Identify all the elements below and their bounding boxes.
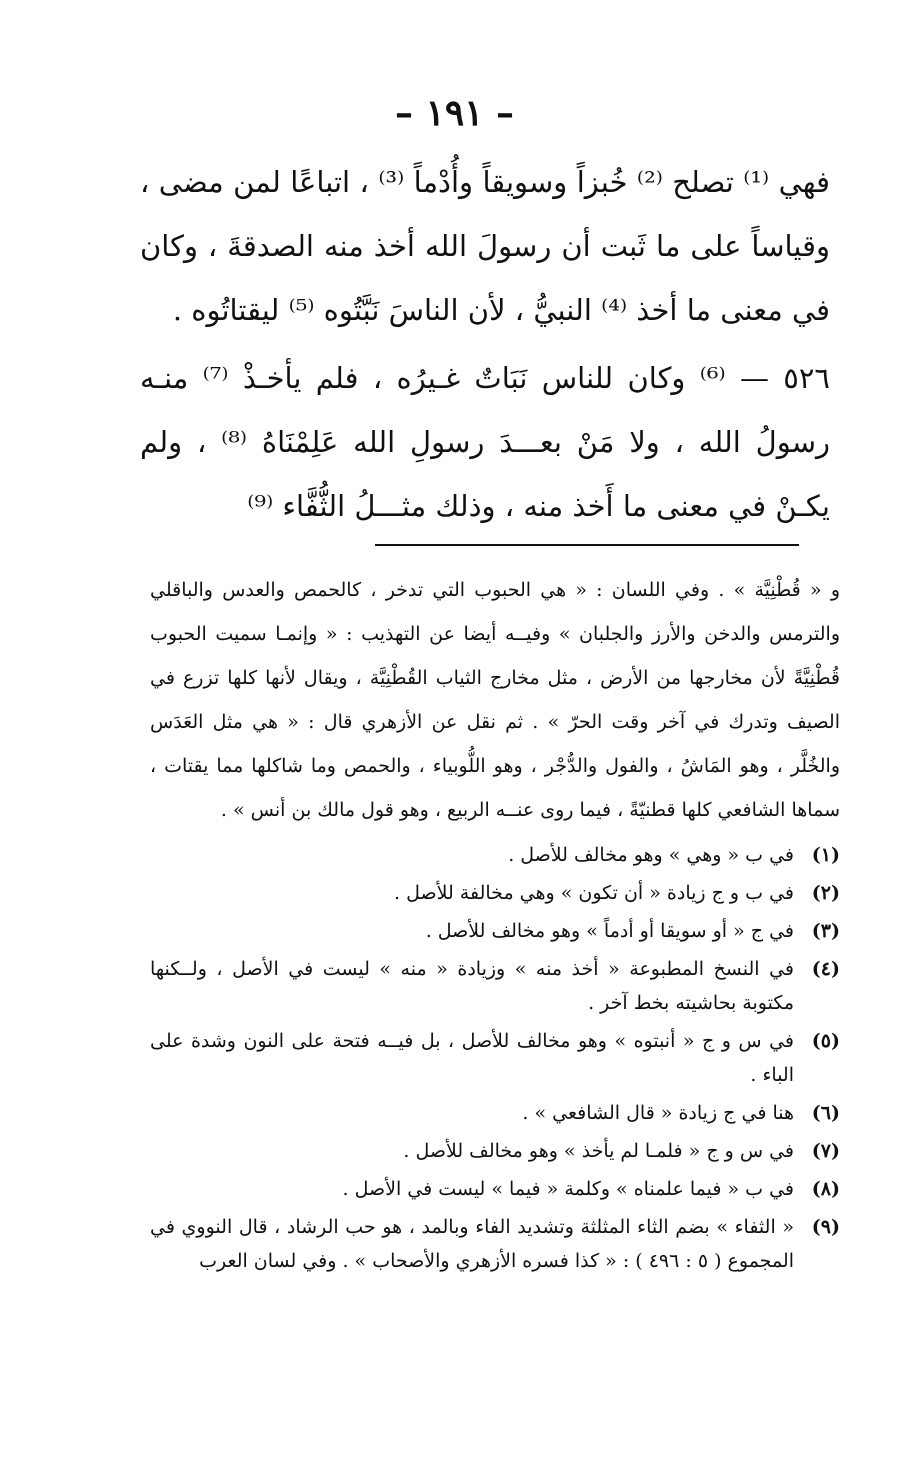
footnote-item xyxy=(150,914,840,948)
footnote-item xyxy=(150,876,840,910)
main-paragraph: ٥٢٦ — ⁽⁶⁾ وكان للناس نَبَاتٌ غـيرُه ، فلم يأخـذْ ⁽⁷⁾ منـه رسولُ الله ، ولا مَنْ بعـــدَ رسولِ الله عَلِمْنَاهُ ⁽⁸⁾ ، ولم يكـنْ في معنى ما أَخذ منه ، وذلك مثـــلُ الثُّفَّاء ⁽⁹⁾ xyxy=(140,361,831,523)
main-paragraph: فهي ⁽¹⁾ تصلح ⁽²⁾ خُبزاً وسويقاً وأُدْماً ⁽³⁾ ، اتباعًا لمن مضى ، وقياساً على ما ثَبت أن رسولَ الله أخذ منه الصدقةَ ، وكان في معنى ما أخذ ⁽⁴⁾ النبيُّ ، لأن الناسَ نَبَّتُوه ⁽⁵⁾ ليقتاتُوه . xyxy=(140,165,830,327)
footnote-number: (١) xyxy=(811,844,840,866)
footnote-number: (٥) xyxy=(811,1030,840,1052)
footnote-number: (٢) xyxy=(811,882,840,904)
footnote-item xyxy=(150,1096,840,1130)
footnote-item xyxy=(150,1172,840,1206)
page-number: – ١٩١ – xyxy=(394,92,515,134)
footnote-item xyxy=(150,1134,840,1168)
footnote-text: في س و ج « أنبتوه » وهو مخالف للأصل ، بل فيــه فتحة على النون وشدة على الباء . xyxy=(150,1030,794,1086)
footnote-text: في س و ج « فلمـا لم يأخذ » وهو مخالف للأصل . xyxy=(403,1140,794,1162)
footnote-item xyxy=(150,1024,840,1092)
footnote-text: في ب و ج زيادة « أن تكون » وهي مخالفة للأصل . xyxy=(394,882,794,904)
footnote-number: (٩) xyxy=(811,1216,840,1238)
main-text xyxy=(140,150,830,538)
footnote-text: في ب « وهي » وهو مخالف للأصل . xyxy=(508,844,794,866)
footnote-text: في النسخ المطبوعة « أخذ منه » وزيادة « منه » ليست في الأصل ، ولــكنها مكتوبة بحاشيته بخط آخر . xyxy=(150,958,794,1014)
footnote-number: (٦) xyxy=(811,1102,840,1124)
footnote-text: « الثفاء » بضم الثاء المثلثة وتشديد الفاء وبالمد ، هو حب الرشاد ، قال النووي في المجموع ( ٥ : ٤٩٦ ) : « كذا فسره الأزهري والأصحاب » . وفي لسان العرب xyxy=(150,1216,794,1272)
footnote-item xyxy=(150,838,840,872)
footnote-number: (٨) xyxy=(811,1178,840,1200)
footnote-item xyxy=(150,952,840,1020)
footnote-number: (٤) xyxy=(811,958,840,980)
footnote-number: (٧) xyxy=(811,1140,840,1162)
footnote-text: هنا في ج زيادة « قال الشافعي » . xyxy=(522,1102,794,1124)
footnote-divider xyxy=(375,544,799,546)
footnote-text: في ج « أو سويقا أو أدماً » وهو مخالف للأصل . xyxy=(425,920,794,942)
footnote-list xyxy=(150,838,840,1278)
footnotes-section xyxy=(150,568,840,1282)
footnote-number: (٣) xyxy=(811,920,840,942)
footnote-text: في ب « فيما علمناه » وكلمة « فيما » ليست في الأصل . xyxy=(342,1178,794,1200)
footnote-continuation: و « قُطْنِيَّة » . وفي اللسان : « هي الحبوب التي تدخر ، كالحمص والعدس والباقلي والترمس والدخن والأرز والجلبان » وفيــه أيضا عن التهذيب : « وإنمـا سميت الحبوب قُطْنِيَّةً لأن مخارجها من الأرض ، مثل مخارج الثياب القُطْنِيَّة ، ويقال لأنها كلها تزرع في الصيف وتدرك في آخر وقت الحرّ » . ثم نقل عن الأزهري قال : « هي مثل العَدَس والخُلَّر ، وهو المَاشُ ، والفول والدُّجْر ، وهو اللُّوبياء ، والحمص وما شاكلها مما يقتات ، سماها الشافعي كلها قطنيّةً ، فيما روى عنــه الربيع ، وهو قول مالك بن أنس » . xyxy=(150,579,840,821)
footnote-item xyxy=(150,1210,840,1278)
